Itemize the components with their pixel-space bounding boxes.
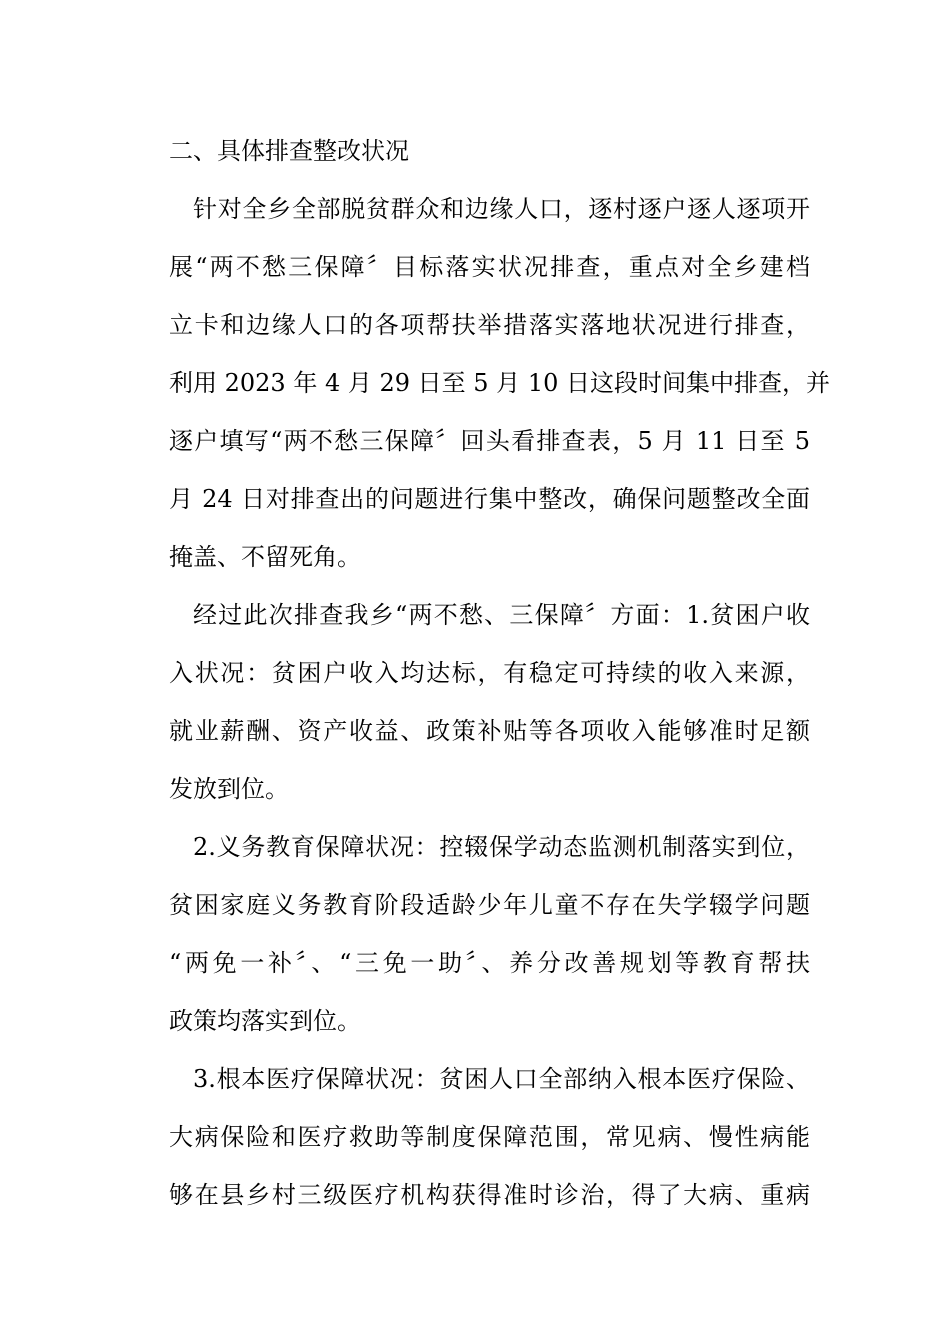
text-line: 利用 2023 年 4 月 29 日至 5 月 10 日这段时间集中排查，并	[169, 369, 830, 397]
text-line: 2.义务教育保障状况：控辍保学动态监测机制落实到位，	[193, 833, 810, 861]
text-line: 针对全乡全部脱贫群众和边缘人口，逐村逐户逐人逐项开	[193, 195, 810, 223]
text-line: 逐户填写“两不愁三保障〞回头看排查表，5 月 11 日至 5	[169, 427, 810, 455]
text-line: 月 24 日对排查出的问题进行集中整改，确保问题整改全面	[169, 485, 810, 513]
section-heading: 二、具体排查整改状况	[169, 137, 409, 165]
text-line: 就业薪酬、资产收益、政策补贴等各项收入能够准时足额	[169, 717, 810, 745]
document-body	[145, 122, 830, 1224]
text-line: 够在县乡村三级医疗机构获得准时诊治，得了大病、重病	[169, 1181, 810, 1209]
text-line: 发放到位。	[169, 775, 289, 803]
text-line: 政策均落实到位。	[169, 1007, 361, 1035]
text-line: 入状况：贫困户收入均达标，有稳定可持续的收入来源，	[169, 659, 810, 687]
text-line: 掩盖、不留死角。	[169, 543, 361, 571]
text-line: 经过此次排查我乡“两不愁、三保障〞方面：1.贫困户收	[193, 601, 810, 629]
text-line: “两免一补〞、“三免一助〞、养分改善规划等教育帮扶	[169, 949, 810, 977]
text-line: 大病保险和医疗救助等制度保障范围，常见病、慢性病能	[169, 1123, 810, 1151]
text-line: 展“两不愁三保障〞目标落实状况排查，重点对全乡建档	[169, 253, 810, 281]
paragraph-education-status	[145, 818, 810, 1050]
text-line: 3.根本医疗保障状况：贫困人口全部纳入根本医疗保险、	[193, 1065, 810, 1093]
paragraph-investigation-scope	[145, 180, 830, 586]
text-line: 贫困家庭义务教育阶段适龄少年儿童不存在失学辍学问题	[169, 891, 810, 919]
paragraph-medical-status	[145, 1050, 810, 1224]
paragraph-income-status	[145, 586, 810, 818]
text-line: 立卡和边缘人口的各项帮扶举措落实落地状况进行排查，	[169, 311, 810, 339]
